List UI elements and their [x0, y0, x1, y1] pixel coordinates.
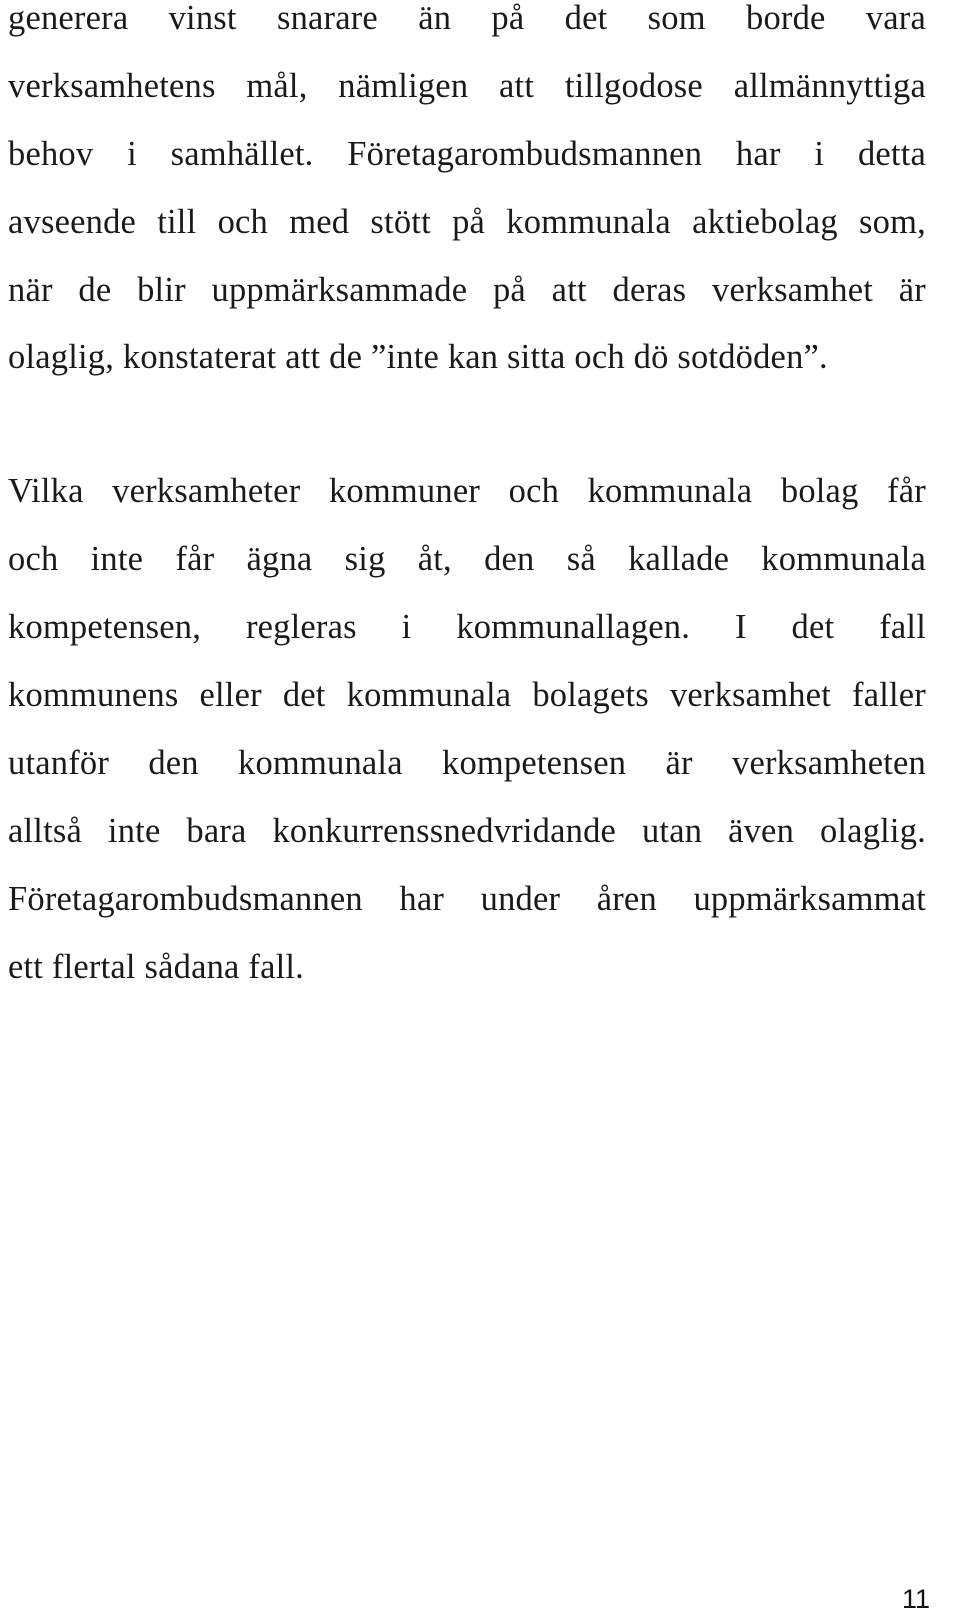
- text-line: olaglig, konstaterat att de ”inte kan sitta och dö sotdöden”.: [8, 339, 828, 377]
- text-line: avseende till och med stött på kommunala aktiebolag som,: [8, 203, 926, 241]
- text-line: kompetensen, regleras i kommunallagen. I det fall: [8, 609, 926, 647]
- text-line: Vilka verksamheter kommuner och kommunala bolag får: [8, 473, 926, 511]
- text-line: ett flertal sådana fall.: [8, 948, 304, 986]
- text-line: generera vinst snarare än på det som borde vara: [8, 0, 926, 37]
- text-line: verksamhetens mål, nämligen att tillgodose allmännyttiga: [8, 67, 926, 105]
- page-number: 11: [901, 1584, 930, 1614]
- paragraph: [8, 473, 926, 1016]
- document-page: [8, 0, 926, 1016]
- text-line: alltså inte bara konkurrenssnedvridande utan även olaglig.: [8, 812, 926, 850]
- paragraph-spacer: [8, 407, 926, 473]
- paragraph: [8, 0, 926, 407]
- text-line: kommunens eller det kommunala bolagets verksamhet faller: [8, 677, 926, 715]
- text-line: när de blir uppmärksammade på att deras verksamhet är: [8, 271, 926, 309]
- text-line: och inte får ägna sig åt, den så kallade kommunala: [8, 541, 926, 579]
- text-line: Företagarombudsmannen har under åren uppmärksammat: [8, 880, 926, 918]
- text-line: utanför den kommunala kompetensen är verksamheten: [8, 744, 926, 782]
- text-line: behov i samhället. Företagarombudsmannen har i detta: [8, 135, 926, 173]
